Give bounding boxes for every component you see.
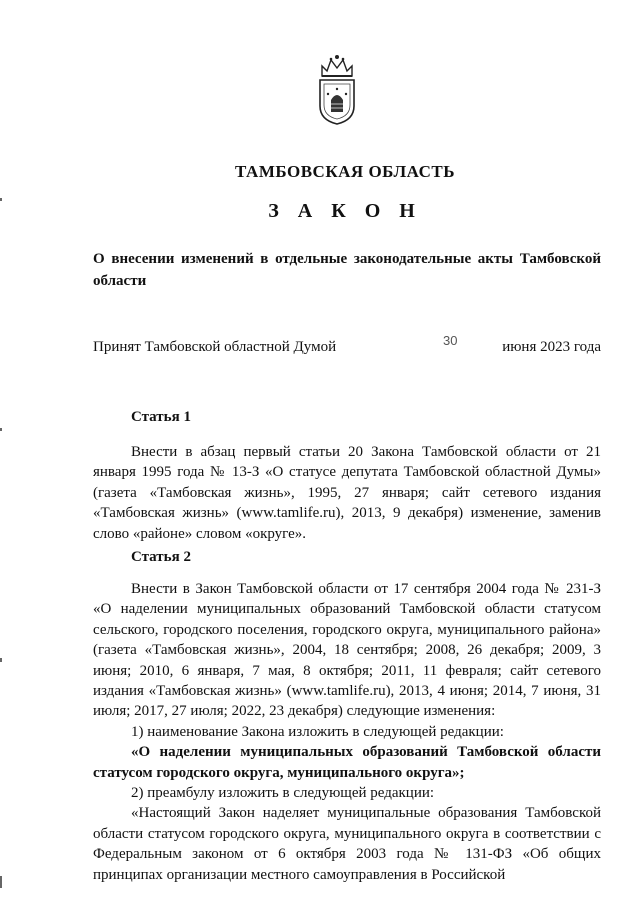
scan-margin-mark <box>0 428 2 431</box>
article-2-heading: Статья 2 <box>131 549 191 565</box>
article-2-item-2-text: «Настоящий Закон наделяет муниципальные образования Тамбовской области статусом городского округа, муниципального округа в соответствии с Федеральным законом от 6 октября 2003 года № 131-ФЗ «Об общих принципах организации местного самоуправления в Российской <box>93 805 601 883</box>
article-2-item-1: 1) наименование Закона изложить в следующей редакции: <box>131 723 504 740</box>
article-1-body <box>93 442 601 544</box>
adoption-day: 30 <box>443 333 458 348</box>
tambov-coat-of-arms-icon <box>316 52 358 126</box>
article-2-body <box>93 579 601 885</box>
scan-margin-mark <box>0 658 2 662</box>
scan-margin-mark <box>0 876 2 888</box>
article-2-intro: Внести в Закон Тамбовской области от 17 сентября 2004 года № 231-З «О наделении муниципальных образований Тамбовской области статусом сельского, городского поселения, городского округа, муниципального района» (газета «Тамбовская жизнь», 2004, 18 сентября; 2008, 26 декабря; 2009, 3 июня; 2010, 6 января, 7 мая, 8 октября; 2011, 11 февраля; сайт сетевого издания «Тамбовская жизнь» (www.tamlife.ru), 2013, 4 июня; 2014, 7 июня, 31 июля; 2017, 27 июля; 2022, 23 декабря) следующие изменения: <box>93 581 601 720</box>
region-heading: ТАМБОВСКАЯ ОБЛАСТЬ <box>235 162 455 181</box>
article-2-item-1-text: «О наделении муниципальных образований Тамбовской области статусом городского округа, муниципального округа»; <box>93 744 601 781</box>
adoption-text: Принят Тамбовской областной Думой <box>93 339 337 355</box>
law-title: О внесении изменений в отдельные законодательные акты Тамбовской области <box>93 251 601 289</box>
adoption-line <box>93 333 601 358</box>
adoption-month-year: июня 2023 года <box>502 339 601 355</box>
article-1-text: Внести в абзац первый статьи 20 Закона Тамбовской области от 21 января 1995 года № 13-З «О статусе депутата Тамбовской областной Думы» (газета «Тамбовская жизнь», 1995, 27 января; сайт сетевого издания «Тамбовская жизнь» (www.tamlife.ru), 2013, 9 декабря) изменение, заменив слово «районе» словом «округе». <box>93 444 601 542</box>
scan-margin-mark <box>0 198 2 201</box>
article-1-heading: Статья 1 <box>131 409 191 425</box>
document-type-heading: З А К О Н <box>268 200 422 222</box>
article-2-item-2: 2) преамбулу изложить в следующей редакции: <box>131 785 435 802</box>
